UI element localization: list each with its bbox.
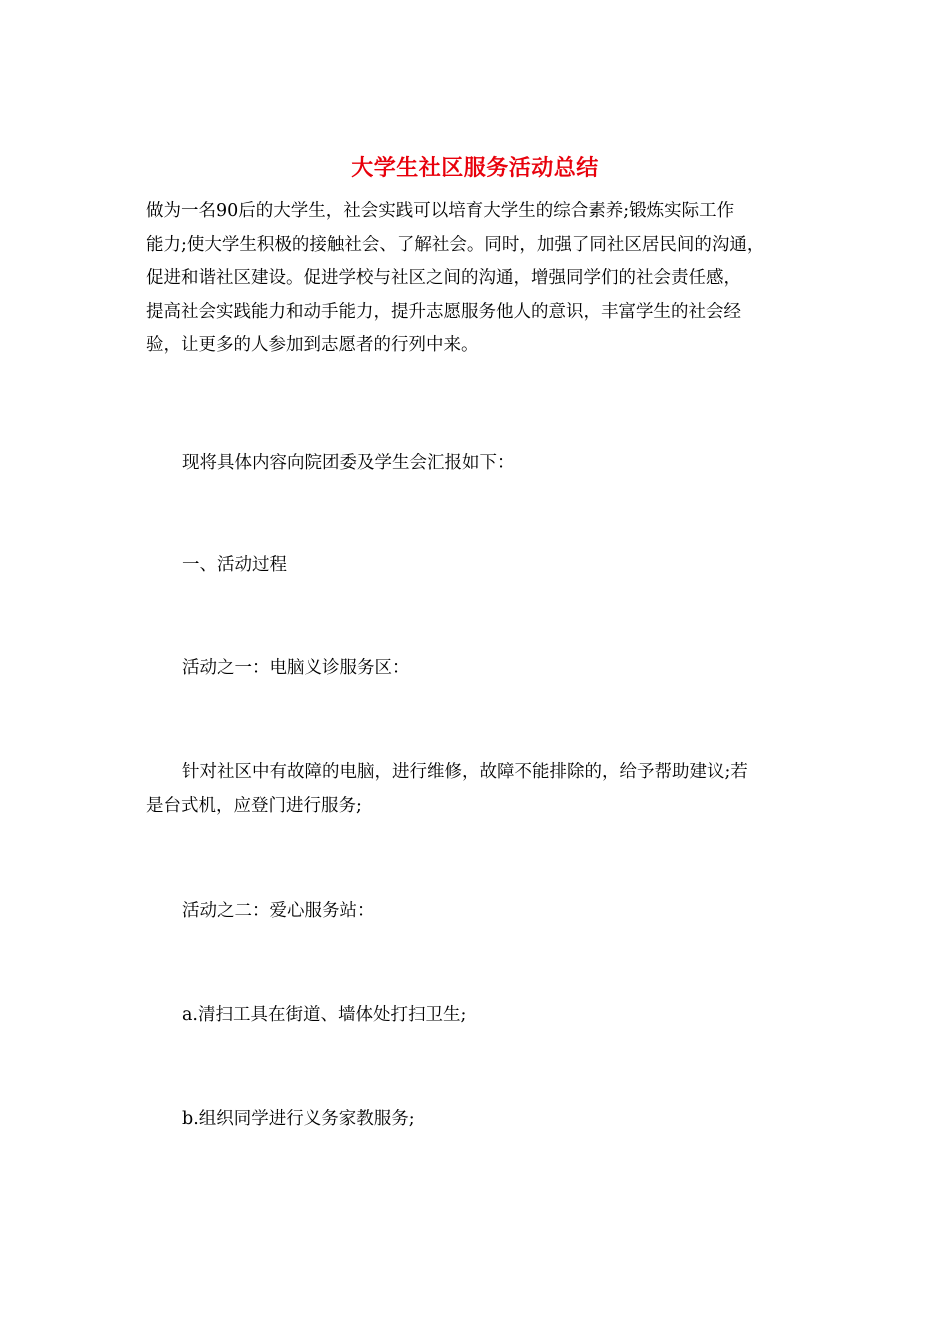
section-heading: 一、活动过程 [182, 555, 287, 575]
activity2-heading: 活动之二：爱心服务站： [182, 901, 375, 921]
list-item-b: b.组织同学进行义务家教服务; [182, 1109, 415, 1129]
intro-line: 促进和谐社区建设。促进学校与社区之间的沟通，增强同学们的社会责任感， [146, 268, 741, 288]
document-title: 大学生社区服务活动总结 [351, 155, 599, 181]
intro-line: 做为一名90后的大学生，社会实践可以培育大学生的综合素养;锻炼实际工作 [146, 201, 735, 221]
intro-line: 提高社会实践能力和动手能力，提升志愿服务他人的意识，丰富学生的社会经 [146, 301, 741, 322]
intro-paragraph [146, 195, 836, 363]
activity1-body-line: 是台式机，应登门进行服务; [146, 795, 362, 816]
list-item-a: a.清扫工具在街道、墙体处打扫卫生; [182, 1005, 467, 1025]
activity1-heading: 活动之一：电脑义诊服务区： [182, 658, 410, 678]
report-line: 现将具体内容向院团委及学生会汇报如下： [182, 453, 515, 473]
activity1-body [146, 756, 816, 823]
intro-line: 能力;使大学生积极的接触社会、了解社会。同时，加强了同社区居民间的沟通， [146, 234, 765, 255]
activity1-body-line: 针对社区中有故障的电脑，进行维修，故障不能排除的，给予帮助建议;若 [182, 762, 748, 782]
intro-line: 验，让更多的人参加到志愿者的行列中来。 [146, 335, 479, 355]
